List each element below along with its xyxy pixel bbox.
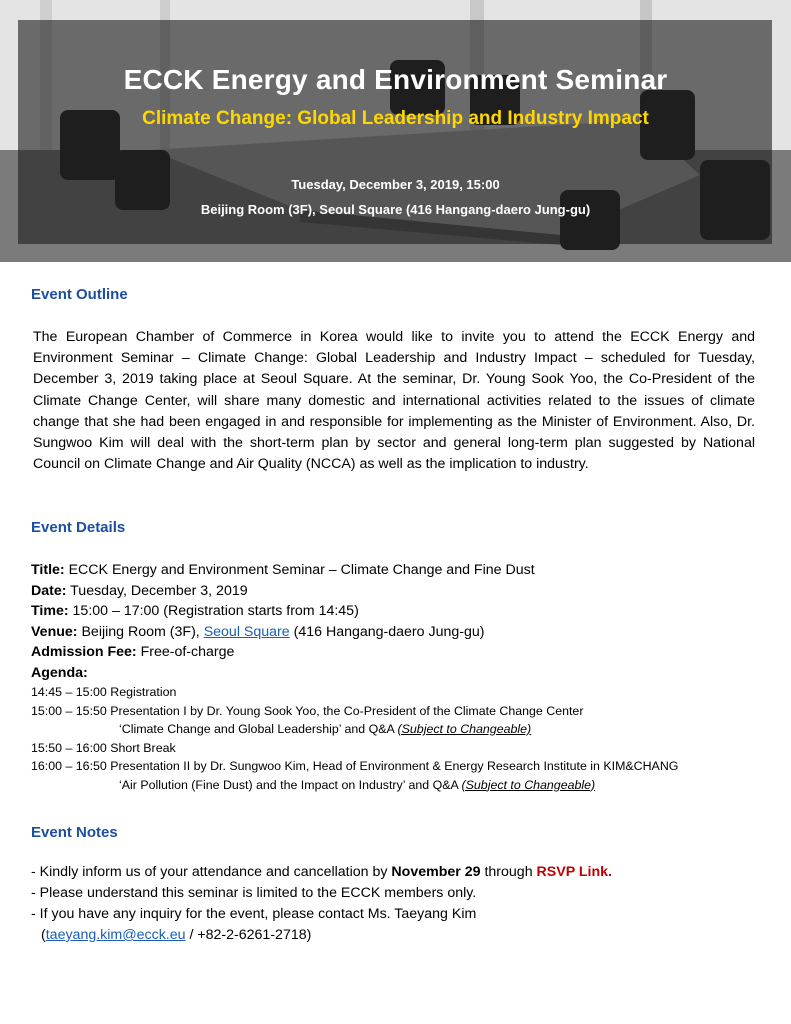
detail-title-value: ECCK Energy and Environment Seminar – Climate Change and Fine Dust (64, 562, 535, 578)
detail-date-label: Date: (31, 582, 67, 599)
agenda-text: Presentation I by Dr. Young Sook Yoo, the Co-President of the Climate Change Center (106, 703, 584, 718)
detail-time-value: 15:00 – 17:00 (Registration starts from 14:45) (68, 603, 359, 619)
note-members-only: - Please understand this seminar is limited to the ECCK members only. (31, 885, 477, 901)
event-outline-text: The European Chamber of Commerce in Korea would like to invite you to attend the ECCK Energy and Environment Seminar – Climate Change: Global Leadership and Industry Impact – scheduled for Tuesday, December 3, 2019 taking place at Seoul Square. At the seminar, Dr. Young Sook Yoo, the Co-President of the Climate Change Center, will share many domestic and international activities related to the issues of climate change that she had been engaged in and responsible for implementing as the Minister of Environment. Also, Dr. Sungwoo Kim will deal with the short-term plan by sector and general long-term plan suggested by National Council on Climate Change and Air Quality (NCCA) as well as the implication to industry. (33, 329, 755, 473)
banner-venue: Beijing Room (3F), Seoul Square (416 Hangang-daero Jung-gu) (200, 202, 591, 217)
note-inquiry: - If you have any inquiry for the event, please contact Ms. Taeyang Kim (31, 906, 477, 922)
event-outline-heading: Event Outline (31, 286, 128, 303)
detail-venue-prefix: Beijing Room (3F), (77, 623, 204, 640)
note-contact (31, 925, 771, 946)
agenda-item (31, 702, 781, 721)
detail-date-row (31, 581, 781, 602)
detail-date-value: Tuesday, December 3, 2019 (66, 582, 248, 599)
venue-link[interactable]: Seoul Square (203, 623, 290, 640)
header-banner (0, 0, 791, 262)
banner-datetime: Tuesday, December 3, 2019, 15:00 (291, 177, 500, 192)
agenda-subitem (31, 776, 781, 795)
banner-subtitle: Climate Change: Global Leadership and Industry Impact (142, 108, 649, 129)
note-attendance (31, 862, 771, 883)
note1-prefix: - Kindly inform us of your attendance and cancellation by (31, 864, 392, 880)
detail-venue-label: Venue: (31, 623, 78, 640)
rsvp-link[interactable]: RSVP Link. (536, 864, 612, 880)
agenda-item (31, 683, 781, 702)
detail-fee-row (31, 642, 781, 663)
detail-title-row (31, 560, 781, 581)
detail-title-label: Title: (31, 562, 65, 578)
agenda-text: Registration (106, 685, 177, 699)
agenda-time: 15:50 – 16:00 (31, 740, 107, 755)
detail-venue-suffix: (416 Hangang-daero Jung-gu) (289, 623, 485, 640)
detail-fee-label: Admission Fee: (31, 644, 137, 660)
agenda-time: 16:00 – 16:50 (31, 759, 107, 773)
detail-time-row (31, 601, 781, 622)
detail-time-label: Time: (31, 603, 69, 619)
subject-note: (Subject to Changeable) (397, 722, 532, 736)
agenda-time: 15:00 – 15:50 (31, 703, 107, 718)
agenda-subtext: ‘Air Pollution (Fine Dust) and the Impact on Industry’ and Q&A (119, 777, 462, 792)
agenda-item (31, 757, 781, 776)
agenda-subtext: ‘Climate Change and Global Leadership’ and Q&A (119, 722, 398, 736)
detail-fee-value: Free-of-charge (136, 644, 235, 660)
contact-rest: / +82-2-6261-2718) (185, 927, 312, 943)
event-details-heading: Event Details (31, 519, 126, 536)
agenda-time: 14:45 – 15:00 (31, 685, 107, 699)
contact-email-link[interactable]: taeyang.kim@ecck.eu (45, 927, 186, 943)
note1-middle: through (480, 864, 537, 880)
agenda-text: Short Break (106, 740, 176, 755)
banner-title: ECCK Energy and Environment Seminar (123, 64, 668, 95)
detail-venue-row (31, 622, 781, 643)
event-notes (31, 862, 771, 946)
subject-note: (Subject to Changeable) (461, 777, 596, 792)
agenda-item (31, 739, 781, 758)
agenda-label: Agenda: (31, 664, 88, 681)
contact-open: ( (41, 927, 46, 943)
agenda-text: Presentation II by Dr. Sungwoo Kim, Head of Environment & Energy Research Institute in KIM&CHANG (106, 759, 679, 773)
event-details (31, 560, 781, 794)
note1-deadline: November 29 (391, 864, 481, 880)
agenda-subitem (31, 720, 781, 739)
event-notes-heading: Event Notes (31, 824, 118, 841)
